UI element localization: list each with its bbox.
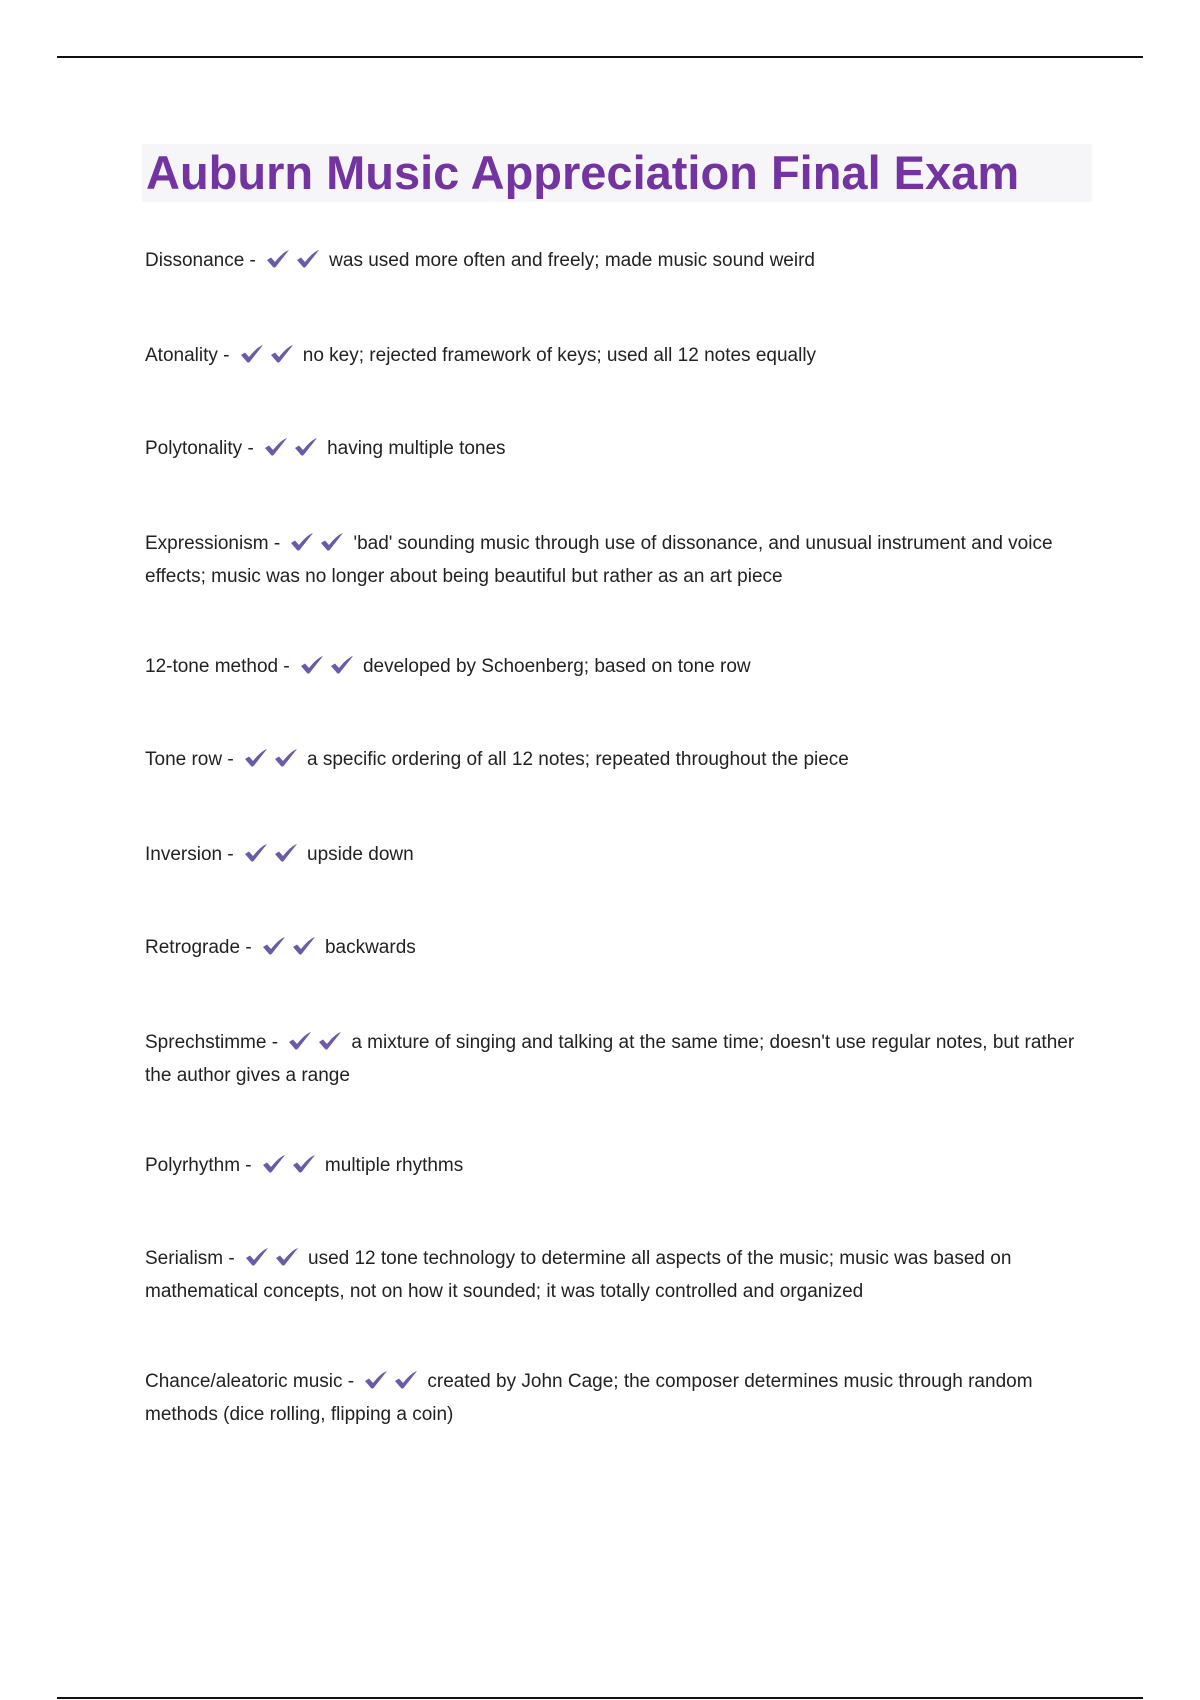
checkmark-icon <box>243 842 269 864</box>
term-definition: 'bad' sounding music through use of dissonance, and unusual instrument and voice effects; music was no longer about being beautiful but rather as an art piece <box>145 533 1053 587</box>
double-check-marks <box>289 531 349 562</box>
term-label: Retrograde <box>145 937 241 958</box>
term-label: Sprechstimme <box>145 1032 267 1053</box>
checkmark-icon <box>317 1030 343 1052</box>
double-check-marks <box>243 747 303 778</box>
page-title: Auburn Music Appreciation Final Exam <box>146 146 1020 199</box>
term-separator: - <box>222 844 239 865</box>
term-entry <box>145 1367 1085 1429</box>
checkmark-icon <box>263 436 289 458</box>
checkmark-icon <box>239 343 265 365</box>
term-separator: - <box>244 250 262 271</box>
term-entry <box>145 1028 1085 1090</box>
checkmark-icon <box>319 531 345 553</box>
term-separator: - <box>266 1032 284 1053</box>
term-label: Inversion <box>145 844 223 865</box>
double-check-marks <box>244 1246 304 1277</box>
term-label: Polyrhythm <box>145 1155 241 1176</box>
term-entry <box>145 840 1085 873</box>
checkmark-icon <box>273 747 299 769</box>
checkmark-icon <box>265 248 291 270</box>
term-definition: developed by Schoenberg; based on tone row <box>362 656 751 677</box>
term-definition: backwards <box>324 937 416 958</box>
term-entry <box>145 1244 1085 1306</box>
term-definition: no key; rejected framework of keys; used all 12 notes equally <box>302 345 817 366</box>
term-separator: - <box>268 533 286 554</box>
checkmark-icon <box>273 842 299 864</box>
term-entry <box>145 652 1085 685</box>
term-separator: - <box>222 749 239 770</box>
checkmark-icon <box>243 747 269 769</box>
checkmark-icon <box>261 935 287 957</box>
checkmark-icon <box>287 1030 313 1052</box>
checkmark-icon <box>329 654 355 676</box>
checkmark-icon <box>393 1369 419 1391</box>
term-entry <box>145 434 1085 467</box>
checkmark-icon <box>293 436 319 458</box>
checkmark-icon <box>299 654 325 676</box>
term-entry <box>145 341 1085 374</box>
term-separator: - <box>217 345 235 366</box>
term-definition: a specific ordering of all 12 notes; repeated throughout the piece <box>307 749 849 770</box>
checkmark-icon <box>274 1246 300 1268</box>
term-separator: - <box>240 937 257 958</box>
checkmark-icon <box>291 1153 317 1175</box>
term-entry <box>145 246 1085 279</box>
bottom-divider <box>57 1697 1143 1699</box>
term-label: Tone row <box>145 749 223 770</box>
double-check-marks <box>363 1369 423 1400</box>
checkmark-icon <box>295 248 321 270</box>
term-separator: - <box>223 1248 241 1269</box>
double-check-marks <box>299 654 359 685</box>
top-divider <box>57 56 1143 58</box>
term-label: Atonality <box>145 345 218 366</box>
term-definition: upside down <box>307 844 414 865</box>
term-definition: used 12 tone technology to determine all aspects of the music; music was based on mathematical concepts, not on how it sounded; it was totally controlled and organized <box>145 1248 1012 1302</box>
term-separator: - <box>278 656 295 677</box>
term-definition: a mixture of singing and talking at the same time; doesn't use regular notes, but rather the author gives a range <box>145 1032 1075 1086</box>
checkmark-icon <box>291 935 317 957</box>
term-label: Serialism <box>145 1248 224 1269</box>
checkmark-icon <box>261 1153 287 1175</box>
term-entry <box>145 745 1085 778</box>
double-check-marks <box>239 343 299 374</box>
double-check-marks <box>287 1030 347 1061</box>
term-definition: multiple rhythms <box>324 1155 464 1176</box>
checkmark-icon <box>363 1369 389 1391</box>
checkmark-icon <box>244 1246 270 1268</box>
term-definition: having multiple tones <box>327 438 506 459</box>
checkmark-icon <box>289 531 315 553</box>
term-label: Polytonality <box>145 438 243 459</box>
double-check-marks <box>243 842 303 873</box>
checkmark-icon <box>269 343 295 365</box>
term-label: Expressionism <box>145 533 269 554</box>
term-entry <box>145 933 1085 966</box>
term-label: 12-tone method <box>145 656 279 677</box>
double-check-marks <box>261 1153 321 1184</box>
double-check-marks <box>265 248 325 279</box>
term-definition: created by John Cage; the composer determines music through random methods (dice rolling, flipping a coin) <box>145 1371 1033 1425</box>
term-separator: - <box>342 1371 360 1392</box>
term-separator: - <box>242 438 260 459</box>
term-definition: was used more often and freely; made music sound weird <box>329 250 815 271</box>
term-entry <box>145 1151 1085 1184</box>
term-entry <box>145 529 1085 591</box>
double-check-marks <box>261 935 321 966</box>
term-label: Chance/aleatoric music <box>145 1371 343 1392</box>
term-separator: - <box>240 1155 257 1176</box>
double-check-marks <box>263 436 323 467</box>
term-label: Dissonance <box>145 250 245 271</box>
